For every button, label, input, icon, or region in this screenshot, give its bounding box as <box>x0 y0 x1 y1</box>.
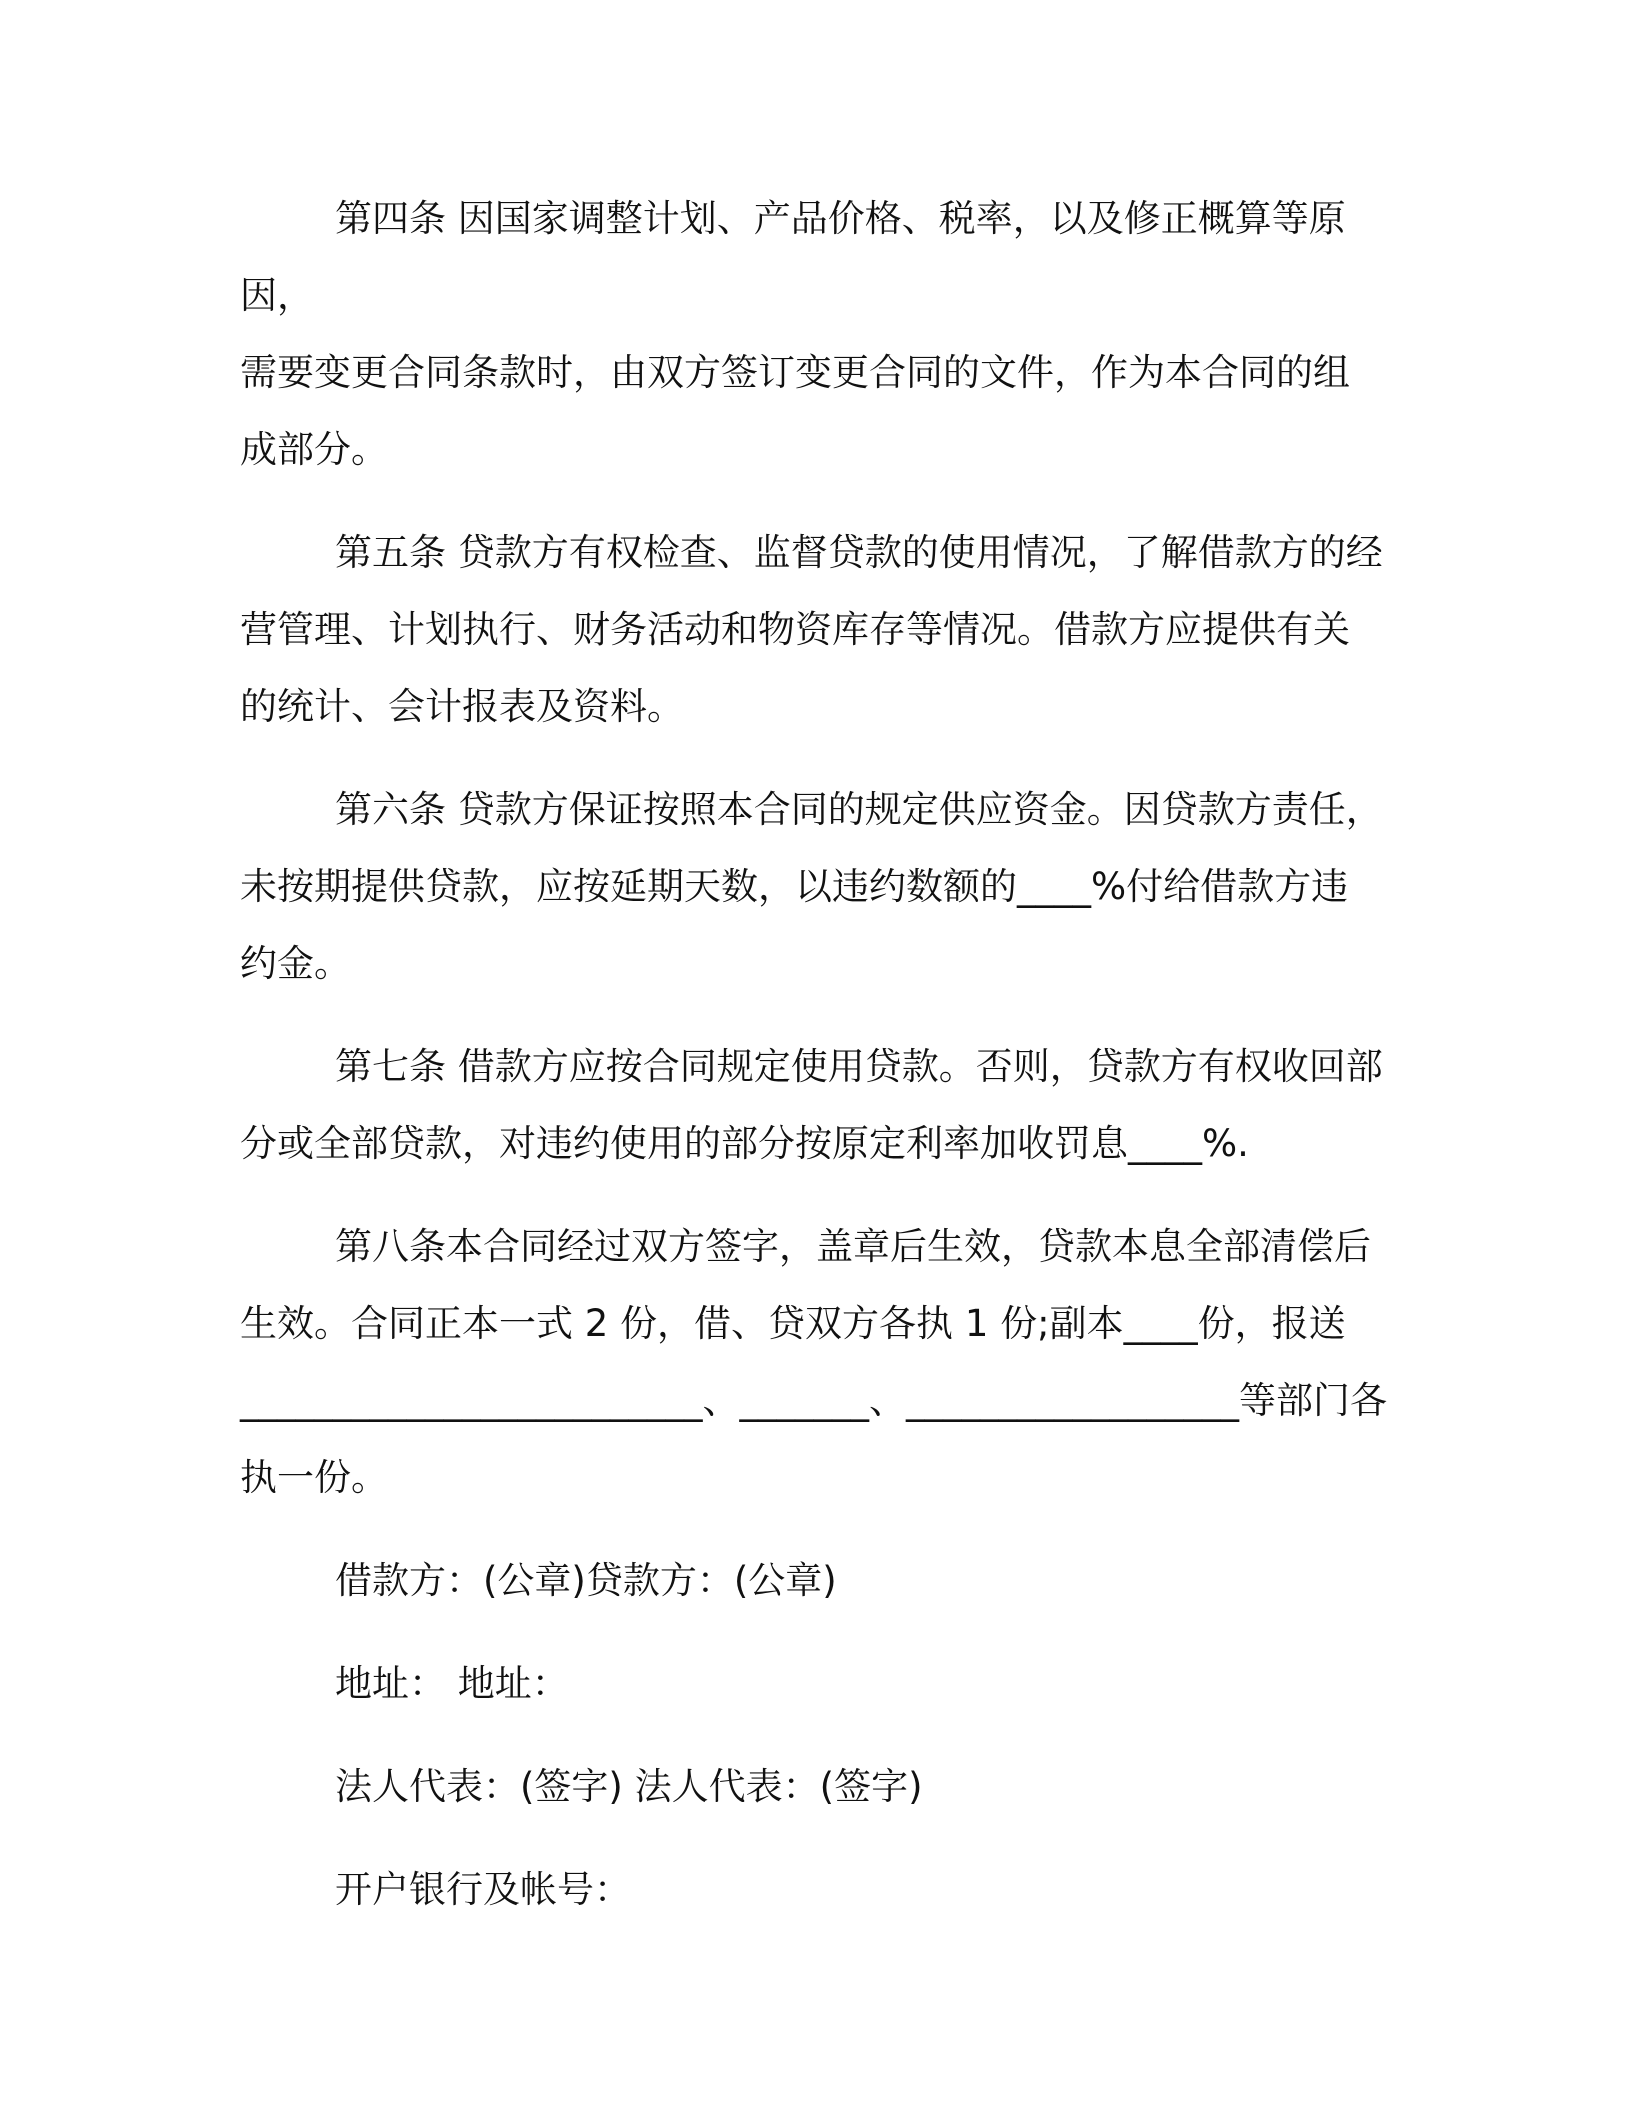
article-4 <box>240 180 1400 488</box>
signature-representative: 法人代表：(签字) 法人代表：(签字) <box>335 1765 923 1808</box>
article-4-line-2: 需要变更合同条款时，由双方签订变更合同的文件，作为本合同的组 <box>240 351 1350 394</box>
article-5-line-3: 的统计、会计报表及资料。 <box>240 685 684 728</box>
signature-address: 地址： 地址： <box>335 1662 569 1705</box>
article-5 <box>240 514 1400 745</box>
article-6 <box>240 771 1400 1002</box>
signature-parties: 借款方：(公章)贷款方：(公章) <box>335 1559 837 1602</box>
contract-body <box>240 180 1400 1954</box>
article-6-line-3: 约金。 <box>240 942 351 985</box>
article-8-line-4: 执一份。 <box>240 1456 388 1499</box>
article-6-line-2: 未按期提供贷款，应按延期天数，以违约数额的____%付给借款方违 <box>240 865 1349 908</box>
article-5-line-2: 营管理、计划执行、财务活动和物资库存等情况。借款方应提供有关 <box>240 608 1350 651</box>
article-4-line-3: 成部分。 <box>240 428 388 471</box>
article-8-line-2: 生效。合同正本一式 2 份，借、贷双方各执 1 份;副本____份，报送 <box>240 1302 1346 1345</box>
article-7 <box>240 1028 1400 1182</box>
article-8-line-1: 第八条本合同经过双方签字，盖章后生效，贷款本息全部清偿后 <box>335 1225 1371 1268</box>
article-8 <box>240 1208 1400 1516</box>
article-4-line-1: 第四条 因国家调整计划、产品价格、税率，以及修正概算等原因， <box>240 197 1346 317</box>
article-8-line-3: _________________________、_______、__________________等部门各 <box>240 1379 1387 1422</box>
article-7-line-1: 第七条 借款方应按合同规定使用贷款。否则，贷款方有权收回部 <box>335 1045 1383 1088</box>
article-6-line-1: 第六条 贷款方保证按照本合同的规定供应资金。因贷款方责任， <box>335 788 1383 831</box>
article-5-line-1: 第五条 贷款方有权检查、监督贷款的使用情况，了解借款方的经 <box>335 531 1383 574</box>
signature-bank-account: 开户银行及帐号： <box>335 1868 631 1911</box>
article-7-line-2: 分或全部贷款，对违约使用的部分按原定利率加收罚息____%. <box>240 1122 1249 1165</box>
